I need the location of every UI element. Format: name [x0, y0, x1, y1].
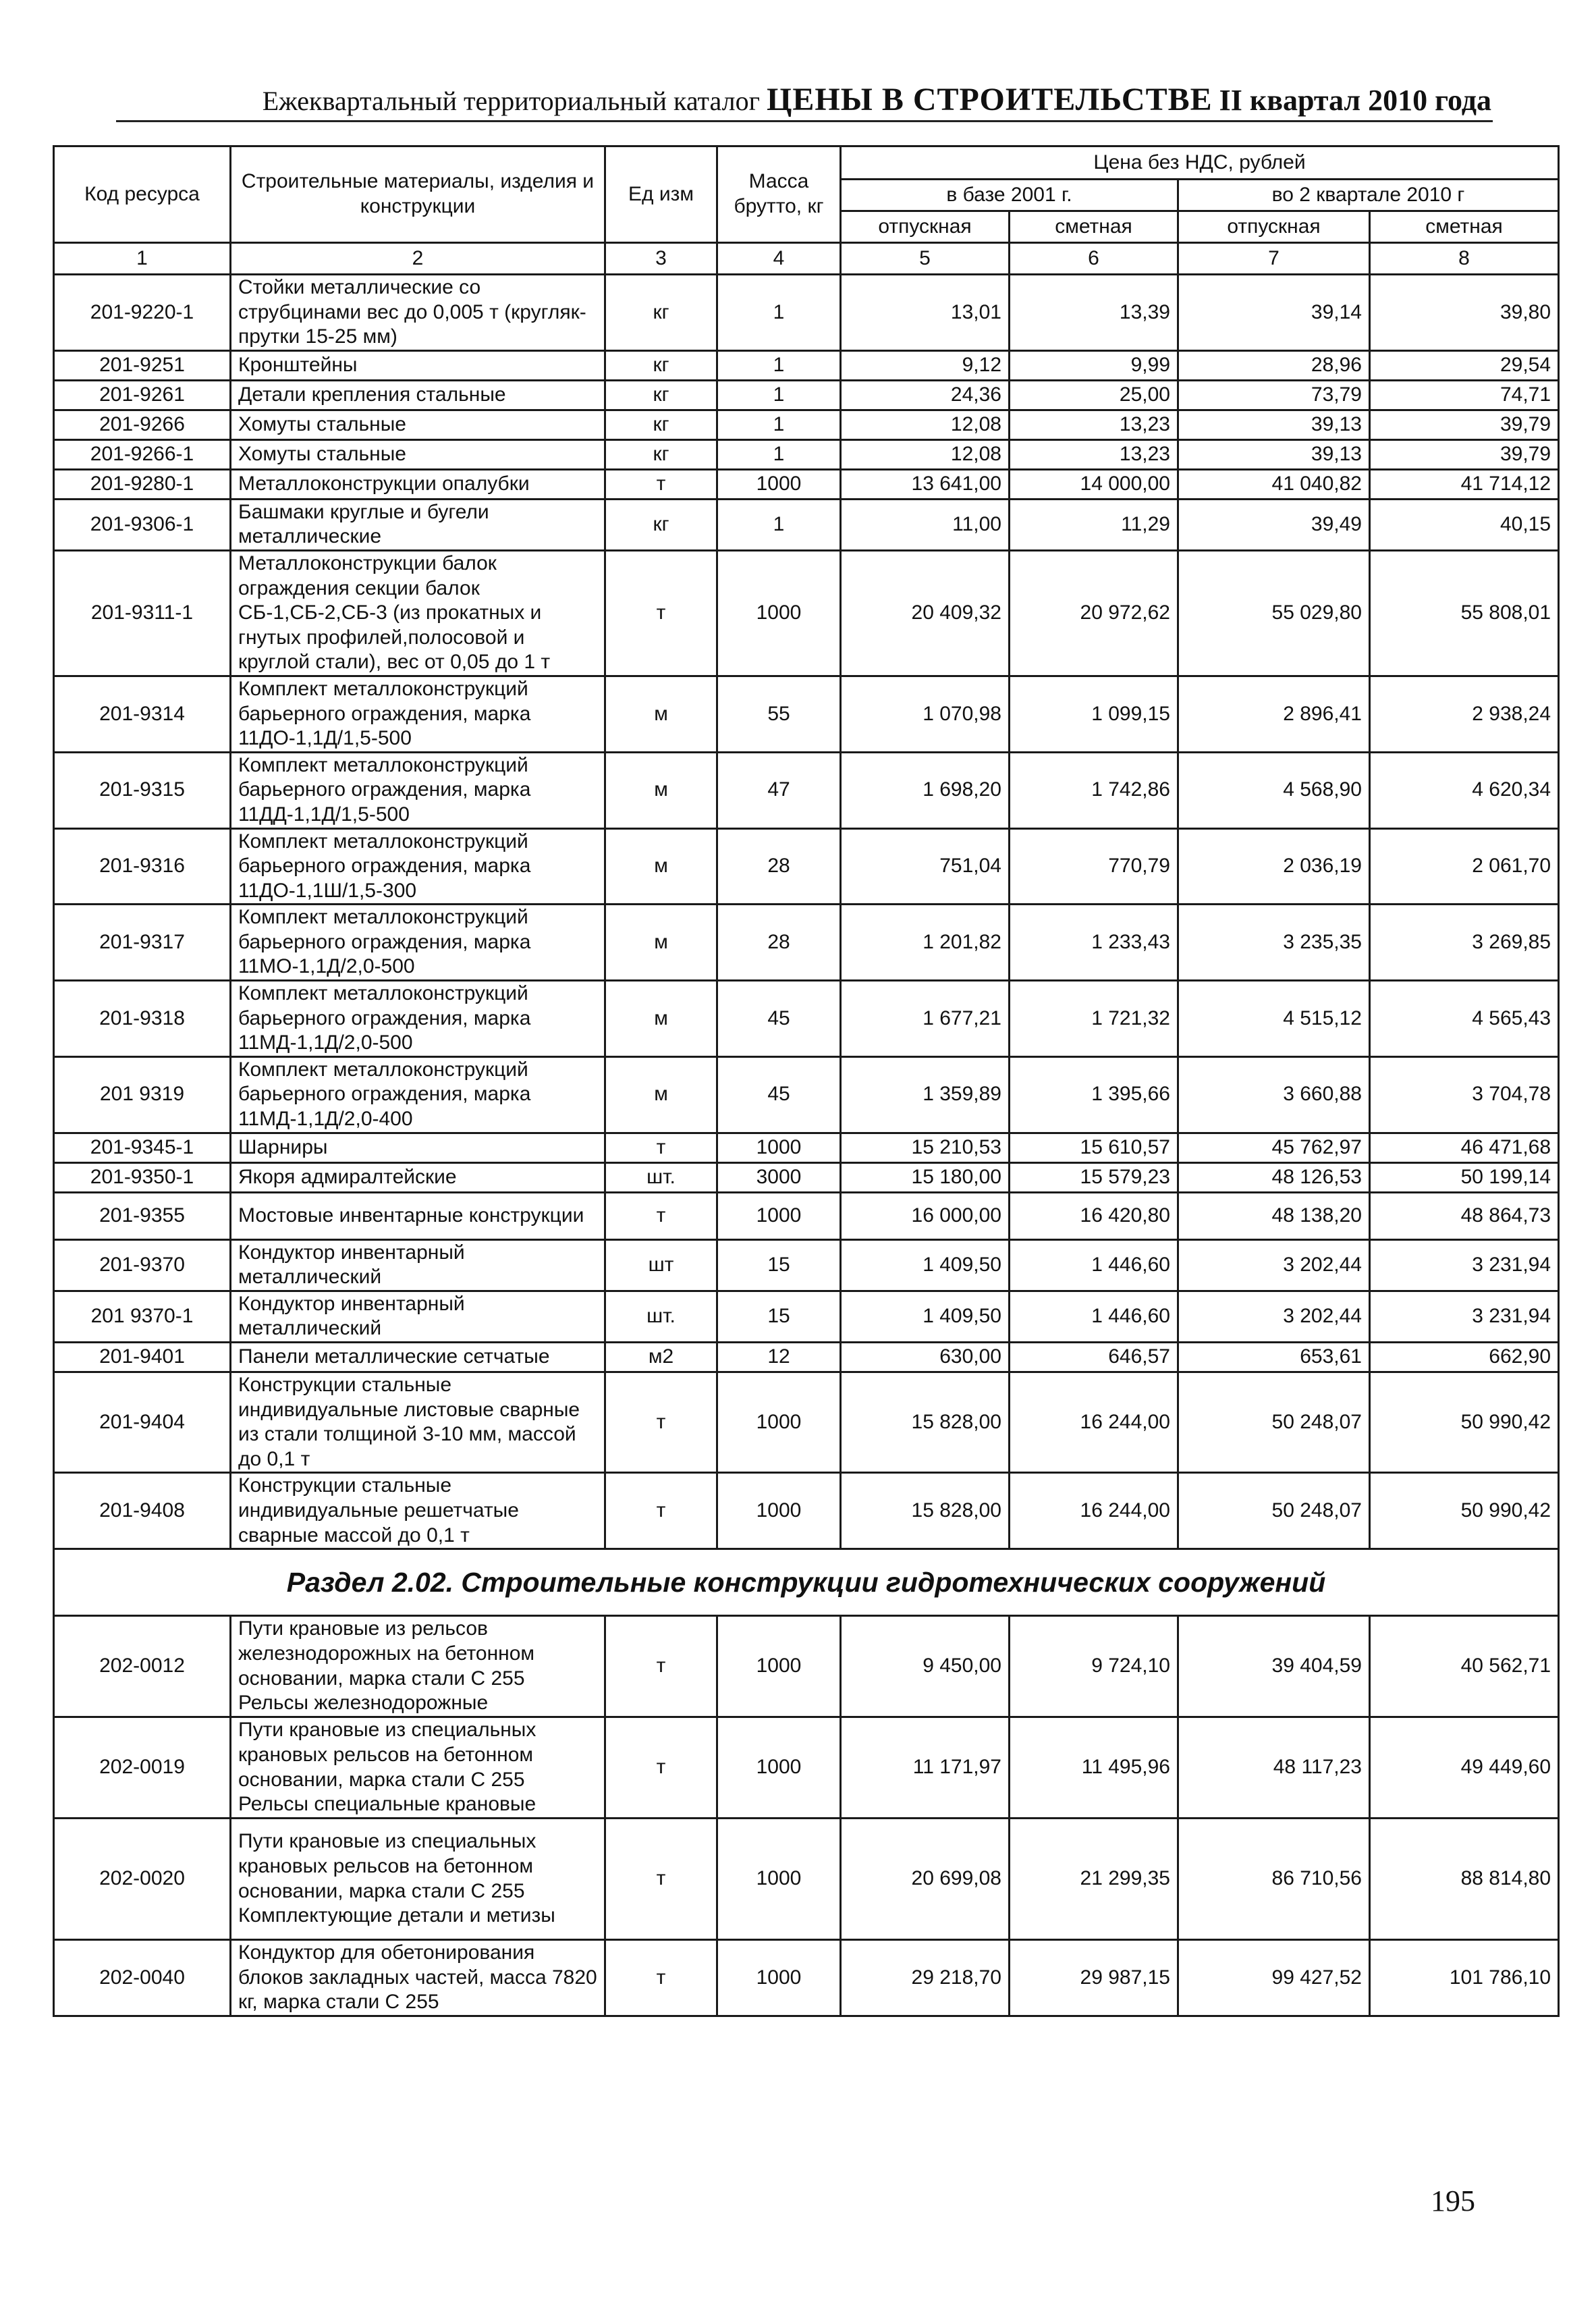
column-number: 6 [1010, 243, 1178, 275]
current-release-price: 39,49 [1178, 499, 1370, 550]
table-row [54, 380, 1559, 410]
item-name: Комплект металлоконструкций барьерного ограждения, марка 11ДО-1,1Д/1,5-500 [231, 676, 605, 752]
current-estimate-price: 39,79 [1370, 439, 1559, 469]
table-row [54, 1343, 1559, 1372]
item-name: Металлоконструкции опалубки [231, 469, 605, 499]
unit-cell: шт [605, 1239, 717, 1291]
base-release-price: 20 409,32 [841, 550, 1010, 676]
current-estimate-price: 39,79 [1370, 410, 1559, 439]
mass-cell: 45 [717, 981, 841, 1057]
mass-cell: 28 [717, 905, 841, 981]
mass-cell: 3000 [717, 1162, 841, 1192]
item-name: Комплект металлоконструкций барьерного ограждения, марка 11МД-1,1Д/2,0-500 [231, 981, 605, 1057]
table-row [54, 905, 1559, 981]
current-estimate-price: 2 061,70 [1370, 828, 1559, 905]
item-name: Кондуктор инвентарный металлический [231, 1291, 605, 1342]
current-release-price: 39,13 [1178, 410, 1370, 439]
table-row [54, 752, 1559, 828]
table-row [54, 1239, 1559, 1291]
item-name: Пути крановые из рельсов железнодорожных на бетонном основании, марка стали С 255 Рельсы железнодорожные [231, 1616, 605, 1717]
item-name: Панели металлические сетчатые [231, 1343, 605, 1372]
base-estimate-price: 1 721,32 [1010, 981, 1178, 1057]
current-release-price: 3 202,44 [1178, 1239, 1370, 1291]
column-number: 3 [605, 243, 717, 275]
current-release-price: 50 248,07 [1178, 1372, 1370, 1473]
unit-cell: т [605, 1372, 717, 1473]
header-current-release: отпускная [1178, 211, 1370, 243]
item-name: Конструкции стальные индивидуальные листовые сварные из стали толщиной 3-10 мм, массой до 0,1 т [231, 1372, 605, 1473]
catalog-name: Ежеквартальный территориальный каталог [262, 86, 760, 116]
resource-code: 201-9266-1 [54, 439, 231, 469]
header-base-release: отпускная [841, 211, 1010, 243]
current-estimate-price: 40 562,71 [1370, 1616, 1559, 1717]
base-release-price: 12,08 [841, 439, 1010, 469]
mass-cell: 1000 [717, 1133, 841, 1162]
current-release-price: 50 248,07 [1178, 1473, 1370, 1549]
base-estimate-price: 13,39 [1010, 275, 1178, 351]
header-mass: Масса брутто, кг [717, 146, 841, 243]
resource-code: 201-9404 [54, 1372, 231, 1473]
mass-cell: 1000 [717, 550, 841, 676]
unit-cell: т [605, 1717, 717, 1819]
base-release-price: 1 201,82 [841, 905, 1010, 981]
mass-cell: 1000 [717, 1717, 841, 1819]
item-name: Комплект металлоконструкций барьерного ограждения, марка 11ДД-1,1Д/1,5-500 [231, 752, 605, 828]
section-header-group [54, 1549, 1559, 1616]
resource-code: 201-9311-1 [54, 550, 231, 676]
resource-code: 201-9317 [54, 905, 231, 981]
current-estimate-price: 101 786,10 [1370, 1940, 1559, 2016]
item-name: Хомуты стальные [231, 410, 605, 439]
base-estimate-price: 1 233,43 [1010, 905, 1178, 981]
unit-cell: м [605, 981, 717, 1057]
table-row [54, 1372, 1559, 1473]
unit-cell: м [605, 752, 717, 828]
mass-cell: 1000 [717, 469, 841, 499]
unit-cell: кг [605, 275, 717, 351]
resource-code: 201-9318 [54, 981, 231, 1057]
current-estimate-price: 3 231,94 [1370, 1239, 1559, 1291]
current-release-price: 48 138,20 [1178, 1192, 1370, 1239]
header-current-period: во 2 квартале 2010 г [1178, 180, 1559, 211]
current-estimate-price: 2 938,24 [1370, 676, 1559, 752]
base-release-price: 9 450,00 [841, 1616, 1010, 1717]
resource-code: 201-9401 [54, 1343, 231, 1372]
current-estimate-price: 74,71 [1370, 380, 1559, 410]
column-number: 8 [1370, 243, 1559, 275]
section-row [54, 1549, 1559, 1616]
base-release-price: 1 409,50 [841, 1239, 1010, 1291]
page-header [115, 81, 1491, 118]
unit-cell: т [605, 1819, 717, 1940]
page-number: 195 [1431, 2184, 1475, 2217]
unit-cell: кг [605, 350, 717, 380]
mass-cell: 1 [717, 275, 841, 351]
current-release-price: 39 404,59 [1178, 1616, 1370, 1717]
base-release-price: 24,36 [841, 380, 1010, 410]
table-row [54, 981, 1559, 1057]
base-release-price: 29 218,70 [841, 1940, 1010, 2016]
unit-cell: кг [605, 380, 717, 410]
table-row [54, 1162, 1559, 1192]
catalog-title: ЦЕНЫ В СТРОИТЕЛЬСТВЕ [767, 82, 1213, 117]
table-body-section-2-02 [54, 1616, 1559, 2016]
table-row [54, 1616, 1559, 1717]
unit-cell: м [605, 676, 717, 752]
base-estimate-price: 646,57 [1010, 1343, 1178, 1372]
mass-cell: 55 [717, 676, 841, 752]
mass-cell: 1 [717, 499, 841, 550]
column-number: 2 [231, 243, 605, 275]
unit-cell: кг [605, 410, 717, 439]
unit-cell: кг [605, 499, 717, 550]
unit-cell: м [605, 828, 717, 905]
base-release-price: 751,04 [841, 828, 1010, 905]
base-estimate-price: 15 579,23 [1010, 1162, 1178, 1192]
current-release-price: 55 029,80 [1178, 550, 1370, 676]
base-estimate-price: 14 000,00 [1010, 469, 1178, 499]
base-estimate-price: 1 742,86 [1010, 752, 1178, 828]
resource-code: 202-0012 [54, 1616, 231, 1717]
current-release-price: 3 202,44 [1178, 1291, 1370, 1342]
current-release-price: 48 126,53 [1178, 1162, 1370, 1192]
unit-cell: шт. [605, 1291, 717, 1342]
mass-cell: 1000 [717, 1819, 841, 1940]
unit-cell: шт. [605, 1162, 717, 1192]
current-release-price: 86 710,56 [1178, 1819, 1370, 1940]
base-release-price: 1 698,20 [841, 752, 1010, 828]
table-row [54, 439, 1559, 469]
catalog-period: II квартал 2010 года [1219, 84, 1491, 117]
base-estimate-price: 1 446,60 [1010, 1291, 1178, 1342]
base-estimate-price: 16 420,80 [1010, 1192, 1178, 1239]
item-name: Якоря адмиралтейские [231, 1162, 605, 1192]
header-unit: Ед изм [605, 146, 717, 243]
resource-code: 201-9261 [54, 380, 231, 410]
item-name: Кондуктор инвентарный металлический [231, 1239, 605, 1291]
current-estimate-price: 39,80 [1370, 275, 1559, 351]
resource-code: 202-0040 [54, 1940, 231, 2016]
base-release-price: 630,00 [841, 1343, 1010, 1372]
resource-code: 201-9306-1 [54, 499, 231, 550]
table-row [54, 1192, 1559, 1239]
current-release-price: 3 235,35 [1178, 905, 1370, 981]
base-release-price: 20 699,08 [841, 1819, 1010, 1940]
price-table [53, 145, 1560, 2017]
base-estimate-price: 9 724,10 [1010, 1616, 1178, 1717]
base-release-price: 15 180,00 [841, 1162, 1010, 1192]
resource-code: 201-9251 [54, 350, 231, 380]
item-name: Пути крановые из специальных крановых рельсов на бетонном основании, марка стали С 255 Комплектующие детали и метизы [231, 1819, 605, 1940]
base-estimate-price: 15 610,57 [1010, 1133, 1178, 1162]
current-estimate-price: 40,15 [1370, 499, 1559, 550]
unit-cell: т [605, 1940, 717, 2016]
current-estimate-price: 41 714,12 [1370, 469, 1559, 499]
table-row [54, 410, 1559, 439]
current-release-price: 28,96 [1178, 350, 1370, 380]
resource-code: 201-9408 [54, 1473, 231, 1549]
header-code: Код ресурса [54, 146, 231, 243]
base-estimate-price: 9,99 [1010, 350, 1178, 380]
current-estimate-price: 4 565,43 [1370, 981, 1559, 1057]
item-name: Пути крановые из специальных крановых рельсов на бетонном основании, марка стали С 255 Рельсы специальные крановые [231, 1717, 605, 1819]
current-release-price: 41 040,82 [1178, 469, 1370, 499]
mass-cell: 1 [717, 410, 841, 439]
item-name: Стойки металлические со струбцинами вес до 0,005 т (кругляк-прутки 15-25 мм) [231, 275, 605, 351]
item-name: Мостовые инвентарные конструкции [231, 1192, 605, 1239]
base-estimate-price: 13,23 [1010, 439, 1178, 469]
resource-code: 201 9370-1 [54, 1291, 231, 1342]
mass-cell: 1000 [717, 1940, 841, 2016]
current-release-price: 48 117,23 [1178, 1717, 1370, 1819]
base-release-price: 1 359,89 [841, 1056, 1010, 1133]
column-number: 1 [54, 243, 231, 275]
column-number: 4 [717, 243, 841, 275]
current-release-price: 73,79 [1178, 380, 1370, 410]
current-release-price: 45 762,97 [1178, 1133, 1370, 1162]
base-release-price: 13 641,00 [841, 469, 1010, 499]
current-estimate-price: 55 808,01 [1370, 550, 1559, 676]
current-estimate-price: 662,90 [1370, 1343, 1559, 1372]
item-name: Конструкции стальные индивидуальные решетчатые сварные массой до 0,1 т [231, 1473, 605, 1549]
current-estimate-price: 3 231,94 [1370, 1291, 1559, 1342]
mass-cell: 28 [717, 828, 841, 905]
resource-code: 201-9316 [54, 828, 231, 905]
base-release-price: 11 171,97 [841, 1717, 1010, 1819]
base-release-price: 9,12 [841, 350, 1010, 380]
base-estimate-price: 20 972,62 [1010, 550, 1178, 676]
current-estimate-price: 50 990,42 [1370, 1372, 1559, 1473]
resource-code: 201-9345-1 [54, 1133, 231, 1162]
current-estimate-price: 4 620,34 [1370, 752, 1559, 828]
resource-code: 201-9315 [54, 752, 231, 828]
column-numbers-row [54, 243, 1559, 275]
base-release-price: 11,00 [841, 499, 1010, 550]
table-row [54, 350, 1559, 380]
table-row [54, 1056, 1559, 1133]
unit-cell: т [605, 550, 717, 676]
item-name: Комплект металлоконструкций барьерного ограждения, марка 11МД-1,1Д/2,0-400 [231, 1056, 605, 1133]
unit-cell: т [605, 469, 717, 499]
resource-code: 201-9220-1 [54, 275, 231, 351]
item-name: Шарниры [231, 1133, 605, 1162]
section-title: Раздел 2.02. Строительные конструкции гидротехнических сооружений [54, 1549, 1559, 1616]
current-release-price: 4 515,12 [1178, 981, 1370, 1057]
base-estimate-price: 1 099,15 [1010, 676, 1178, 752]
base-release-price: 15 828,00 [841, 1473, 1010, 1549]
resource-code: 202-0020 [54, 1819, 231, 1940]
resource-code: 201 9319 [54, 1056, 231, 1133]
resource-code: 201-9350-1 [54, 1162, 231, 1192]
table-row [54, 1717, 1559, 1819]
current-estimate-price: 88 814,80 [1370, 1819, 1559, 1940]
table-body-section-2-01 [54, 275, 1559, 1549]
mass-cell: 45 [717, 1056, 841, 1133]
resource-code: 201-9314 [54, 676, 231, 752]
resource-code: 201-9370 [54, 1239, 231, 1291]
mass-cell: 47 [717, 752, 841, 828]
table-row [54, 1291, 1559, 1342]
unit-cell: кг [605, 439, 717, 469]
mass-cell: 1000 [717, 1473, 841, 1549]
item-name: Хомуты стальные [231, 439, 605, 469]
current-release-price: 2 036,19 [1178, 828, 1370, 905]
unit-cell: т [605, 1133, 717, 1162]
table-row [54, 1940, 1559, 2016]
current-estimate-price: 50 199,14 [1370, 1162, 1559, 1192]
unit-cell: т [605, 1192, 717, 1239]
resource-code: 201-9355 [54, 1192, 231, 1239]
item-name: Комплект металлоконструкций барьерного ограждения, марка 11МО-1,1Д/2,0-500 [231, 905, 605, 981]
base-release-price: 13,01 [841, 275, 1010, 351]
unit-cell: т [605, 1473, 717, 1549]
base-estimate-price: 1 446,60 [1010, 1239, 1178, 1291]
current-release-price: 653,61 [1178, 1343, 1370, 1372]
base-estimate-price: 770,79 [1010, 828, 1178, 905]
table-row [54, 1473, 1559, 1549]
header-current-estimate: сметная [1370, 211, 1559, 243]
table-row [54, 499, 1559, 550]
header-base-estimate: сметная [1010, 211, 1178, 243]
header-divider [116, 120, 1493, 122]
current-release-price: 99 427,52 [1178, 1940, 1370, 2016]
unit-cell: м2 [605, 1343, 717, 1372]
table-row [54, 828, 1559, 905]
base-estimate-price: 29 987,15 [1010, 1940, 1178, 2016]
header-price-group: Цена без НДС, рублей [841, 146, 1559, 180]
base-release-price: 16 000,00 [841, 1192, 1010, 1239]
item-name: Детали крепления стальные [231, 380, 605, 410]
base-release-price: 12,08 [841, 410, 1010, 439]
table-row [54, 469, 1559, 499]
table-row [54, 676, 1559, 752]
current-estimate-price: 29,54 [1370, 350, 1559, 380]
current-release-price: 2 896,41 [1178, 676, 1370, 752]
item-name: Кронштейны [231, 350, 605, 380]
item-name: Комплект металлоконструкций барьерного ограждения, марка 11ДО-1,1Ш/1,5-300 [231, 828, 605, 905]
mass-cell: 1 [717, 380, 841, 410]
current-estimate-price: 3 704,78 [1370, 1056, 1559, 1133]
table-row [54, 550, 1559, 676]
resource-code: 202-0019 [54, 1717, 231, 1819]
mass-cell: 1000 [717, 1616, 841, 1717]
mass-cell: 1000 [717, 1192, 841, 1239]
mass-cell: 1 [717, 439, 841, 469]
current-estimate-price: 49 449,60 [1370, 1717, 1559, 1819]
base-estimate-price: 11,29 [1010, 499, 1178, 550]
base-estimate-price: 16 244,00 [1010, 1473, 1178, 1549]
base-estimate-price: 11 495,96 [1010, 1717, 1178, 1819]
current-release-price: 3 660,88 [1178, 1056, 1370, 1133]
base-release-price: 1 409,50 [841, 1291, 1010, 1342]
current-release-price: 39,14 [1178, 275, 1370, 351]
table-row [54, 1133, 1559, 1162]
mass-cell: 1 [717, 350, 841, 380]
base-estimate-price: 21 299,35 [1010, 1819, 1178, 1940]
base-estimate-price: 16 244,00 [1010, 1372, 1178, 1473]
table-row [54, 275, 1559, 351]
mass-cell: 1000 [717, 1372, 841, 1473]
item-name: Башмаки круглые и бугели металлические [231, 499, 605, 550]
mass-cell: 12 [717, 1343, 841, 1372]
mass-cell: 15 [717, 1239, 841, 1291]
current-release-price: 4 568,90 [1178, 752, 1370, 828]
base-estimate-price: 13,23 [1010, 410, 1178, 439]
column-number: 7 [1178, 243, 1370, 275]
base-release-price: 1 070,98 [841, 676, 1010, 752]
current-estimate-price: 48 864,73 [1370, 1192, 1559, 1239]
base-release-price: 15 828,00 [841, 1372, 1010, 1473]
item-name: Кондуктор для обетонирования блоков закладных частей, масса 7820 кг, марка стали С 255 [231, 1940, 605, 2016]
header-base-period: в базе 2001 г. [841, 180, 1178, 211]
column-number: 5 [841, 243, 1010, 275]
unit-cell: м [605, 1056, 717, 1133]
mass-cell: 15 [717, 1291, 841, 1342]
base-release-price: 1 677,21 [841, 981, 1010, 1057]
table-row [54, 1819, 1559, 1940]
unit-cell: т [605, 1616, 717, 1717]
current-estimate-price: 3 269,85 [1370, 905, 1559, 981]
base-estimate-price: 25,00 [1010, 380, 1178, 410]
base-estimate-price: 1 395,66 [1010, 1056, 1178, 1133]
resource-code: 201-9266 [54, 410, 231, 439]
current-estimate-price: 46 471,68 [1370, 1133, 1559, 1162]
current-estimate-price: 50 990,42 [1370, 1473, 1559, 1549]
base-release-price: 15 210,53 [841, 1133, 1010, 1162]
resource-code: 201-9280-1 [54, 469, 231, 499]
current-release-price: 39,13 [1178, 439, 1370, 469]
header-name: Строительные материалы, изделия и конструкции [231, 146, 605, 243]
unit-cell: м [605, 905, 717, 981]
item-name: Металлоконструкции балок ограждения секции балок СБ-1,СБ-2,СБ-3 (из прокатных и гнутых профилей,полосовой и круглой стали), вес от 0,05 до 1 т [231, 550, 605, 676]
